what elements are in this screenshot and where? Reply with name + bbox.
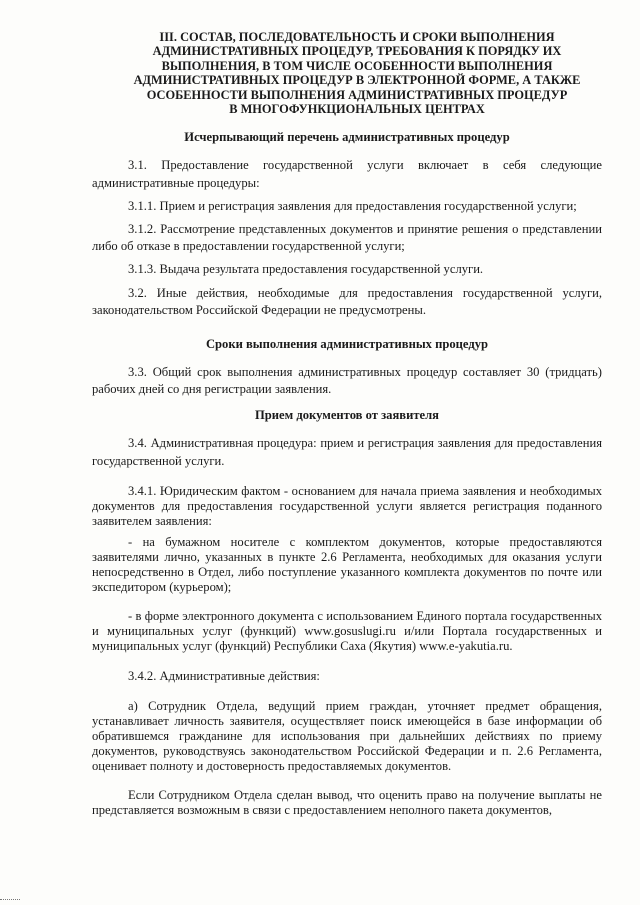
paragraph-last: Если Сотрудником Отдела сделан вывод, что оценить право на получение выплаты не представляется возможным в связи с предоставлением неполного пакета документов, bbox=[92, 788, 602, 818]
paragraph-3-2: 3.2. Иные действия, необходимые для предоставления государственной услуги, законодательством Российской Федерации не предусмотрены. bbox=[92, 285, 602, 317]
bullet-electronic: - в форме электронного документа с использованием Единого портала государственных и муниципальных услуг (функций) www.gosuslugi.ru и/или Портала государственных и муниципальных услуг (функций) Республики Саха (Якутия) www.e-yakutia.ru. bbox=[92, 608, 602, 653]
paragraph-3-1: 3.1. Предоставление государственной услуги включает в себя следующие административные процедуры: bbox=[92, 158, 602, 190]
paragraph-3-1-3: 3.1.3. Выдача результата предоставления государственной услуги. bbox=[128, 262, 484, 277]
paragraph-3-3: 3.3. Общий срок выполнения административных процедур составляет 30 (тридцать) рабочих дней со дня регистрации заявления. bbox=[92, 365, 602, 397]
subheading-procedures-list: Исчерпывающий перечень административных процедур bbox=[184, 130, 510, 145]
paragraph-3-4-2: 3.4.2. Административные действия: bbox=[128, 668, 320, 683]
scan-artifact-line bbox=[0, 899, 20, 901]
bullet-paper: - на бумажном носителе с комплектом документов, которые предоставляются заявителями лично, указанных в пункте 2.6 Регламента, необходимых для оказания услуги непосредственно в Отдел, либо поступление указанного комплекта документов по почте или экспедитором (курьером); bbox=[92, 534, 602, 594]
paragraph-3-1-1: 3.1.1. Прием и регистрация заявления для предоставления государственной услуги; bbox=[128, 198, 577, 213]
paragraph-3-4: 3.4. Административная процедура: прием и регистрация заявления для предоставления государственной услуги. bbox=[92, 436, 602, 468]
title-line: В МНОГОФУНКЦИОНАЛЬНЫХ ЦЕНТРАХ bbox=[229, 102, 485, 117]
title-line: III. СОСТАВ, ПОСЛЕДОВАТЕЛЬНОСТЬ И СРОКИ ВЫПОЛНЕНИЯ bbox=[159, 30, 555, 44]
title-line: ВЫПОЛНЕНИЯ, В ТОМ ЧИСЛЕ ОСОБЕННОСТИ ВЫПОЛНЕНИЯ bbox=[161, 58, 553, 73]
title-line: АДМИНИСТРАТИВНЫХ ПРОЦЕДУР В ЭЛЕКТРОННОЙ ФОРМЕ, А ТАКЖЕ bbox=[133, 73, 581, 88]
paragraph-3-1-2: 3.1.2. Рассмотрение представленных документов и принятие решения о представлении либо об отказе в предоставлении государственной услуги; bbox=[92, 222, 602, 254]
subheading-document-intake: Прием документов от заявителя bbox=[255, 408, 439, 423]
title-line: ОСОБЕННОСТИ ВЫПОЛНЕНИЯ АДМИНИСТРАТИВНЫХ ПРОЦЕДУР bbox=[146, 87, 568, 102]
paragraph-3-4-1: 3.4.1. Юридическим фактом - основанием для начала приема заявления и необходимых документов для предоставления государственной услуги является регистрация поданного заявителем заявления: bbox=[92, 483, 602, 528]
subheading-terms: Сроки выполнения административных процедур bbox=[205, 337, 489, 352]
title-line: АДМИНИСТРАТИВНЫХ ПРОЦЕДУР, ТРЕБОВАНИЯ К ПОРЯДКУ ИХ bbox=[152, 44, 562, 59]
paragraph-a: а) Сотрудник Отдела, ведущий прием граждан, уточняет предмет обращения, устанавливает личность заявителя, осуществляет поиск имеющейся в базе информации об обратившемся гражданине для использования при дальнейших действиях по приему документов, руководствуясь законодательством Российской Федерации и п. 2.6 Регламента, оценивает полноту и достоверность предоставляемых документов. bbox=[92, 699, 602, 774]
section-title bbox=[92, 30, 602, 116]
